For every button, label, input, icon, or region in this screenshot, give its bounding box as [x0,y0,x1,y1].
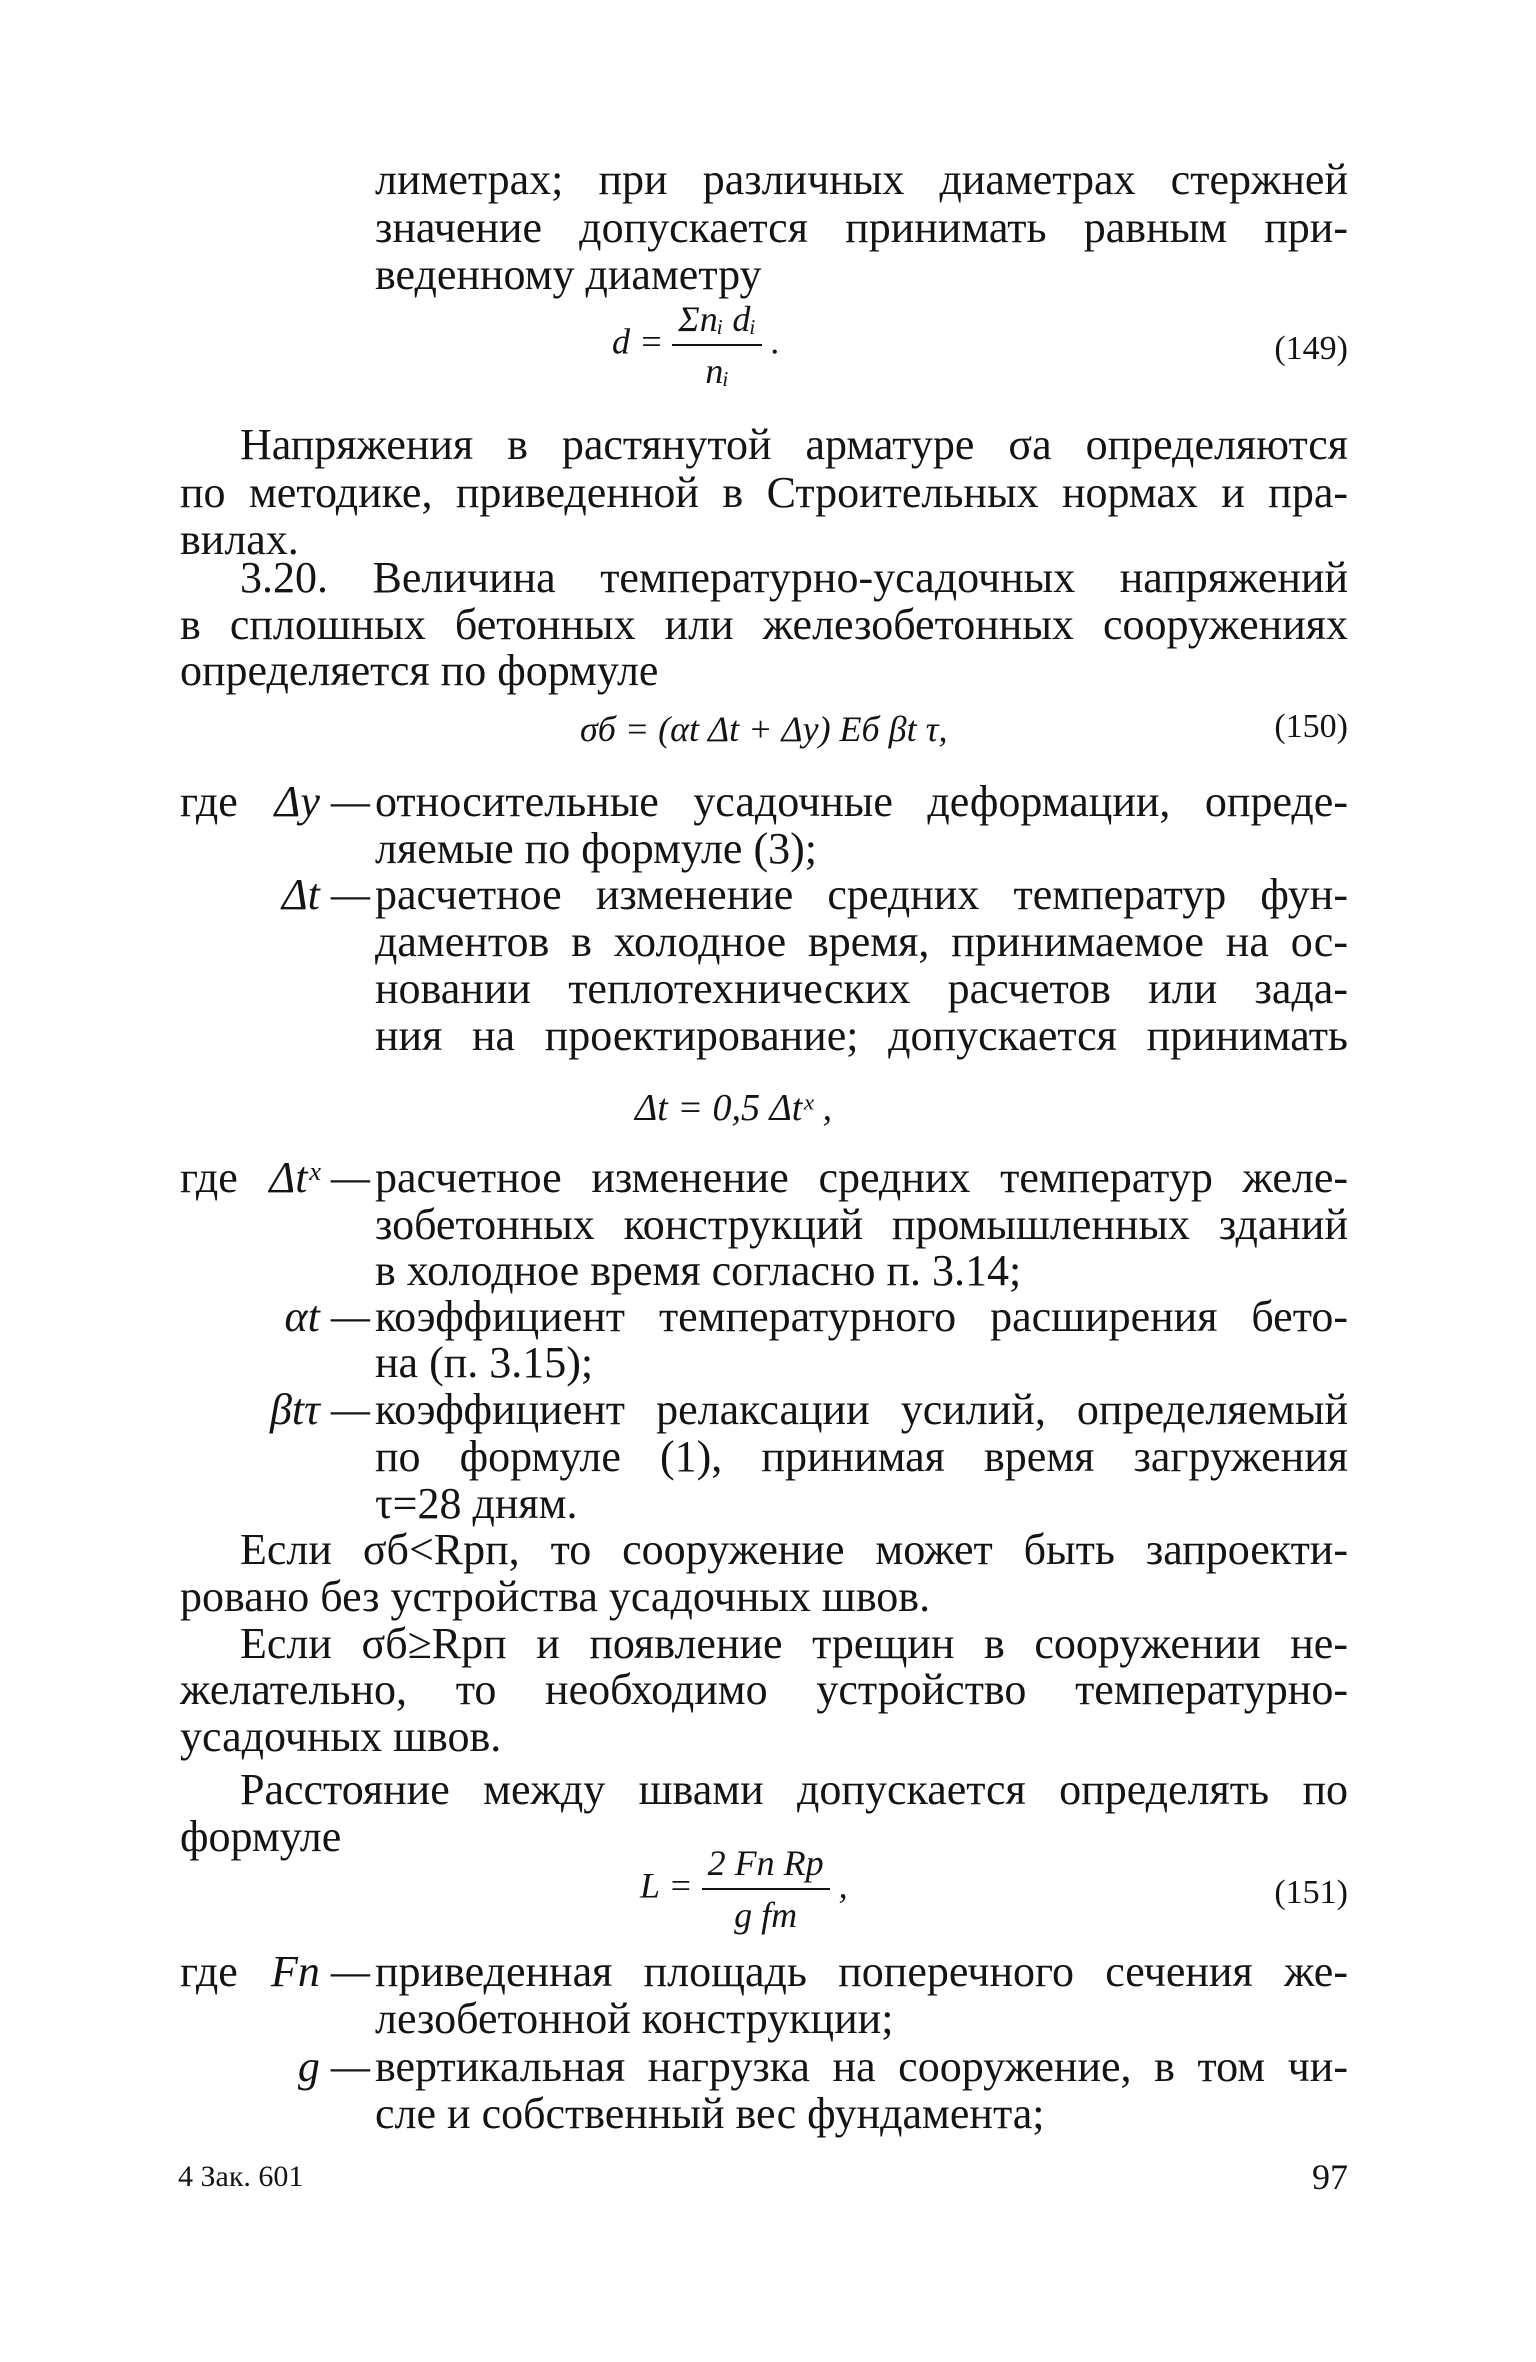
formula-lhs: d = [612,321,664,362]
fraction [672,298,762,392]
symbol-g: g — [297,2042,370,2091]
text-line: формуле [180,1812,342,1861]
formula-punct: , [838,1865,848,1906]
text-line: Расстояние между швами допускается определять по [240,1765,1348,1814]
text-line: зобетонных конструкций промышленных зданий [375,1200,1348,1249]
text-line: вилах. [180,515,299,564]
text-line: веденному диаметру [375,250,762,299]
text-line: по формуле (1), принимая время загружения [375,1432,1348,1481]
text-line: расчетное изменение средних температур желе- [375,1153,1348,1202]
symbol-beta-t: βtτ — [269,1385,370,1434]
text-line: на (п. 3.15); [375,1338,594,1387]
text-line: лиметрах; при различных диаметрах стержней [375,155,1348,204]
symbol-delta-y: Δу — [274,777,370,826]
text-line: расчетное изменение средних температур фун- [375,870,1348,919]
text-line: коэффициент температурного расширения бето- [375,1292,1348,1341]
equation-number: (150) [1274,708,1348,745]
text-line: желательно, то необходимо устройство температурно- [180,1665,1348,1714]
symbol-delta-t: Δt — [281,870,370,919]
text-line: усадочных швов. [180,1712,502,1761]
text-line: лезобетонной конструкции; [375,1994,894,2043]
symbol-f-p: Fп — [271,1947,370,1996]
text-line: приведенная площадь поперечного сечения же- [375,1947,1348,1996]
section-heading-line: 3.20. Величина температурно-усадочных напряжений [240,553,1348,602]
text-line: Если σб<Rрп, то сооружение может быть запроекти- [240,1525,1348,1574]
where-label: где [180,1153,238,1202]
fraction-numerator: 2 Fп Rр [702,1842,830,1890]
text-line: даментов в холодное время, принимаемое на ос- [375,917,1348,966]
symbol-alpha-t: αt — [284,1292,370,1341]
formula-151 [640,1842,848,1936]
equation-number: (151) [1274,1874,1348,1911]
text-line: вертикальная нагрузка на сооружение, в том чи- [375,2042,1348,2091]
symbol-delta-tx: Δtˣ — [269,1153,370,1202]
fraction-denominator: nᵢ [705,351,730,391]
text-line: ляемые по формуле (3); [375,824,817,873]
text-line: Напряжения в растянутой арматуре σа определяются [240,420,1348,469]
text-line: определяется по формуле [180,646,659,695]
where-label: где [180,1947,238,1996]
text-line: τ=28 дням. [375,1479,578,1528]
formula-punct: . [771,321,781,362]
page-number: 97 [1312,2157,1348,2197]
equation-number: (149) [1274,330,1348,367]
fraction-numerator: Σnᵢ dᵢ [672,298,762,346]
formula-lhs: L = [640,1865,693,1906]
text-line: ровано без устройства усадочных швов. [180,1572,931,1621]
print-order-mark: 4 Зак. 601 [178,2160,304,2193]
text-line: сле и собственный вес фундамента; [375,2089,1045,2138]
text-line: в холодное время согласно п. 3.14; [375,1246,1022,1295]
text-line: новании теплотехнических расчетов или зада- [375,964,1348,1013]
fraction [702,1842,830,1936]
text-line: по методике, приведенной в Строительных нормах и пра- [180,468,1348,517]
text-line: в сплошных бетонных или железобетонных сооружениях [180,600,1348,649]
text-line: значение допускается принимать равным при- [375,203,1348,252]
formula-delta-t: Δt = 0,5 Δtˣ , [635,1087,833,1129]
text-line: Если σб≥Rрп и появление трещин в сооружении не- [240,1619,1348,1668]
formula-149 [612,298,780,392]
fraction-denominator: g fт [734,1895,798,1935]
where-label: где [180,777,238,826]
formula-150: σб = (αt Δt + Δу) Eб βt τ, [580,709,948,749]
text-line: коэффициент релаксации усилий, определяемый [375,1385,1348,1434]
text-line: относительные усадочные деформации, опреде- [375,777,1348,826]
text-line: ния на проектирование; допускается принимать [375,1011,1348,1060]
